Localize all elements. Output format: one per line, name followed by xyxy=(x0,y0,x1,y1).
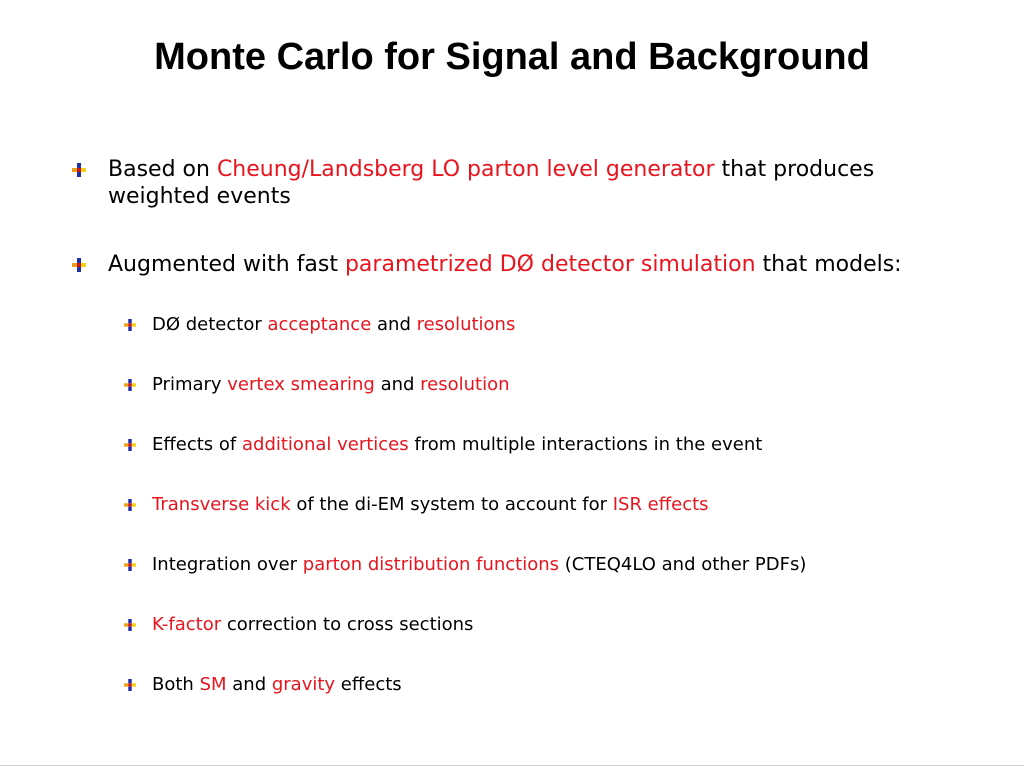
bullet-text: Augmented with fast parametrized DØ detector simulation that models: xyxy=(108,252,902,277)
quad-color-bullet-icon xyxy=(124,319,136,331)
sub-bullet-sm-gravity xyxy=(124,674,974,696)
quad-color-bullet-icon xyxy=(124,379,136,391)
bullet-text: Based on Cheung/Landsberg LO parton level generator that produces weighted events xyxy=(108,157,875,209)
sub-bullet-k-factor xyxy=(124,614,974,636)
bullet-text: Both SM and gravity effects xyxy=(152,674,402,695)
bullet-text: DØ detector acceptance and resolutions xyxy=(152,314,516,335)
sub-bullet-transverse-kick xyxy=(124,494,974,516)
bullet-generator xyxy=(72,156,952,210)
bullet-text: Primary vertex smearing and resolution xyxy=(152,374,510,395)
quad-color-bullet-icon xyxy=(124,499,136,511)
bullet-text: K-factor correction to cross sections xyxy=(152,614,474,635)
sub-bullet-vertex xyxy=(124,374,974,396)
quad-color-bullet-icon xyxy=(124,439,136,451)
quad-color-bullet-icon xyxy=(124,679,136,691)
sub-bullet-acceptance xyxy=(124,314,974,336)
bottom-divider xyxy=(0,765,1024,766)
quad-color-bullet-icon xyxy=(124,619,136,631)
quad-color-bullet-icon xyxy=(72,163,86,177)
bullet-simulation xyxy=(72,251,952,278)
sub-bullet-additional-vertices xyxy=(124,434,974,456)
bullet-text: Transverse kick of the di-EM system to account for ISR effects xyxy=(152,494,709,515)
quad-color-bullet-icon xyxy=(72,258,86,272)
bullet-text: Effects of additional vertices from multiple interactions in the event xyxy=(152,434,763,455)
quad-color-bullet-icon xyxy=(124,559,136,571)
sub-bullet-pdf xyxy=(124,554,974,576)
bullet-text: Integration over parton distribution functions (CTEQ4LO and other PDFs) xyxy=(152,554,807,575)
slide-title: Monte Carlo for Signal and Background xyxy=(154,36,870,78)
